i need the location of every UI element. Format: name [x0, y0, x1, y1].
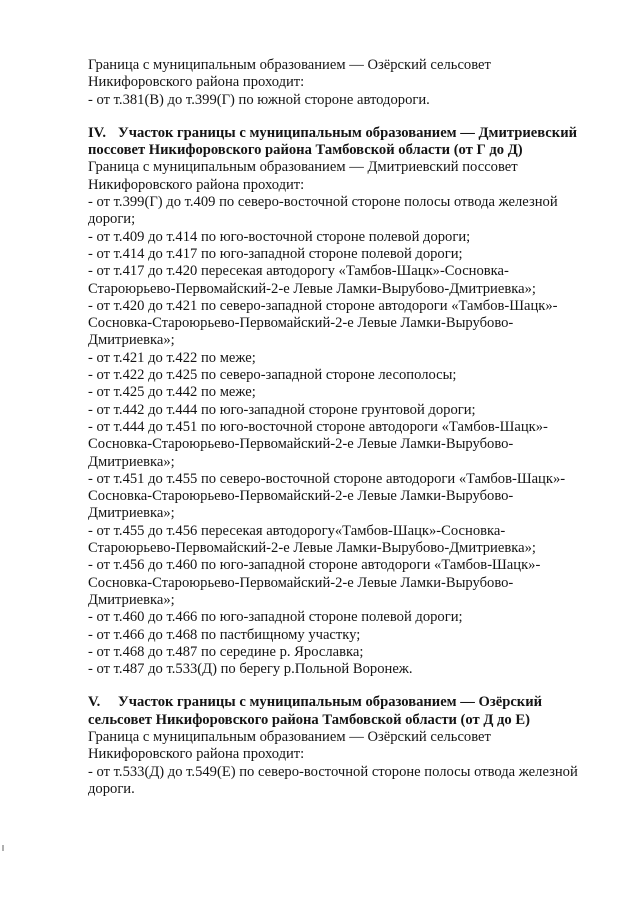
document-page — [88, 57, 584, 798]
boundary-item: - от т.468 до т.487 по середине р. Ярославка; — [88, 643, 364, 660]
boundary-item: - от т.417 до т.420 пересекая автодорогу «Тамбов-Шацк»-Сосновка-Староюрьево-Первомайский-2-е Левые Ламки-Вырубово-Дмитриевка»; — [88, 263, 536, 297]
section-heading-text: Участок границы с муниципальным образованием — Дмитриевский поссовет Никифоровского района Тамбовской области (от Г до Д) — [88, 124, 578, 159]
boundary-item: - от т.451 до т.455 по северо-восточной стороне автодороги «Тамбов-Шацк»-Сосновка-Староюрьево-Первомайский-2-е Левые Ламки-Вырубово-Дмитриевка»; — [88, 470, 566, 522]
boundary-item: - от т.422 до т.425 по северо-западной стороне лесополосы; — [88, 367, 457, 384]
margin-mark — [2, 845, 4, 851]
boundary-list — [88, 92, 584, 109]
section-number: V. — [88, 694, 101, 711]
boundary-item: - от т.425 до т.442 по меже; — [88, 384, 256, 401]
boundary-item: - от т.442 до т.444 по юго-западной стороне грунтовой дороги; — [88, 401, 476, 418]
section-intro-ozersky — [88, 57, 584, 109]
boundary-item: - от т.456 до т.460 по юго-западной стороне автодороги «Тамбов-Шацк»-Сосновка-Староюрьево-Первомайский-2-е Левые Ламки-Вырубово-Дмитриевка»; — [88, 557, 541, 608]
boundary-item: - от т.444 до т.451 по юго-восточной стороне автодороги «Тамбов-Шацк»-Сосновка-Староюрьево-Первомайский-2-е Левые Ламки-Вырубово-Дмитриевка»; — [88, 418, 548, 470]
boundary-list — [88, 764, 584, 799]
boundary-item: - от т.487 до т.533(Д) по берегу р.Польной Воронеж. — [88, 661, 413, 678]
boundary-item: - от т.533(Д) до т.549(Е) по северо-восточной стороне полосы отвода железной дороги. — [88, 763, 578, 797]
section-heading — [88, 125, 584, 160]
boundary-item: - от т.455 до т.456 пересекая автодорогу«Тамбов-Шацк»-Сосновка-Староюрьево-Первомайский-2-е Левые Ламки-Вырубово-Дмитриевка»; — [88, 522, 536, 557]
boundary-item: - от т.460 до т.466 по юго-западной стороне полевой дороги; — [88, 609, 463, 626]
boundary-item: - от т.399(Г) до т.409 по северо-восточной стороне полосы отвода железной дороги; — [88, 194, 558, 228]
section-heading-text: Участок границы с муниципальным образованием — Озёрский сельсовет Никифоровского района Тамбовской области (от Д до Е) — [88, 694, 543, 728]
section-iv — [88, 125, 584, 679]
section-intro-text: Граница с муниципальным образованием — Озёрский сельсовет Никифоровского района проходит: — [88, 728, 491, 763]
boundary-item: - от т.414 до т.417 по юго-западной стороне полевой дороги; — [88, 245, 463, 262]
section-intro-text: Граница с муниципальным образованием — Озёрский сельсовет Никифоровского района проходит: — [88, 57, 491, 91]
section-number: IV. — [88, 124, 106, 141]
boundary-item: - от т.466 до т.468 по пастбищному участку; — [88, 626, 361, 643]
section-intro-text: Граница с муниципальным образованием — Дмитриевский поссовет Никифоровского района проходит: — [88, 159, 518, 193]
section-heading — [88, 694, 584, 729]
boundary-item: - от т.381(В) до т.399(Г) по южной стороне автодороги. — [88, 91, 430, 108]
boundary-list — [88, 194, 584, 678]
boundary-item: - от т.420 до т.421 по северо-западной стороне автодороги «Тамбов-Шацк»-Сосновка-Староюрьево-Первомайский-2-е Левые Ламки-Вырубово-Дмитриевка»; — [88, 297, 558, 349]
section-v — [88, 694, 584, 798]
boundary-item: - от т.409 до т.414 по юго-восточной стороне полевой дороги; — [88, 228, 471, 245]
boundary-item: - от т.421 до т.422 по меже; — [88, 349, 256, 366]
